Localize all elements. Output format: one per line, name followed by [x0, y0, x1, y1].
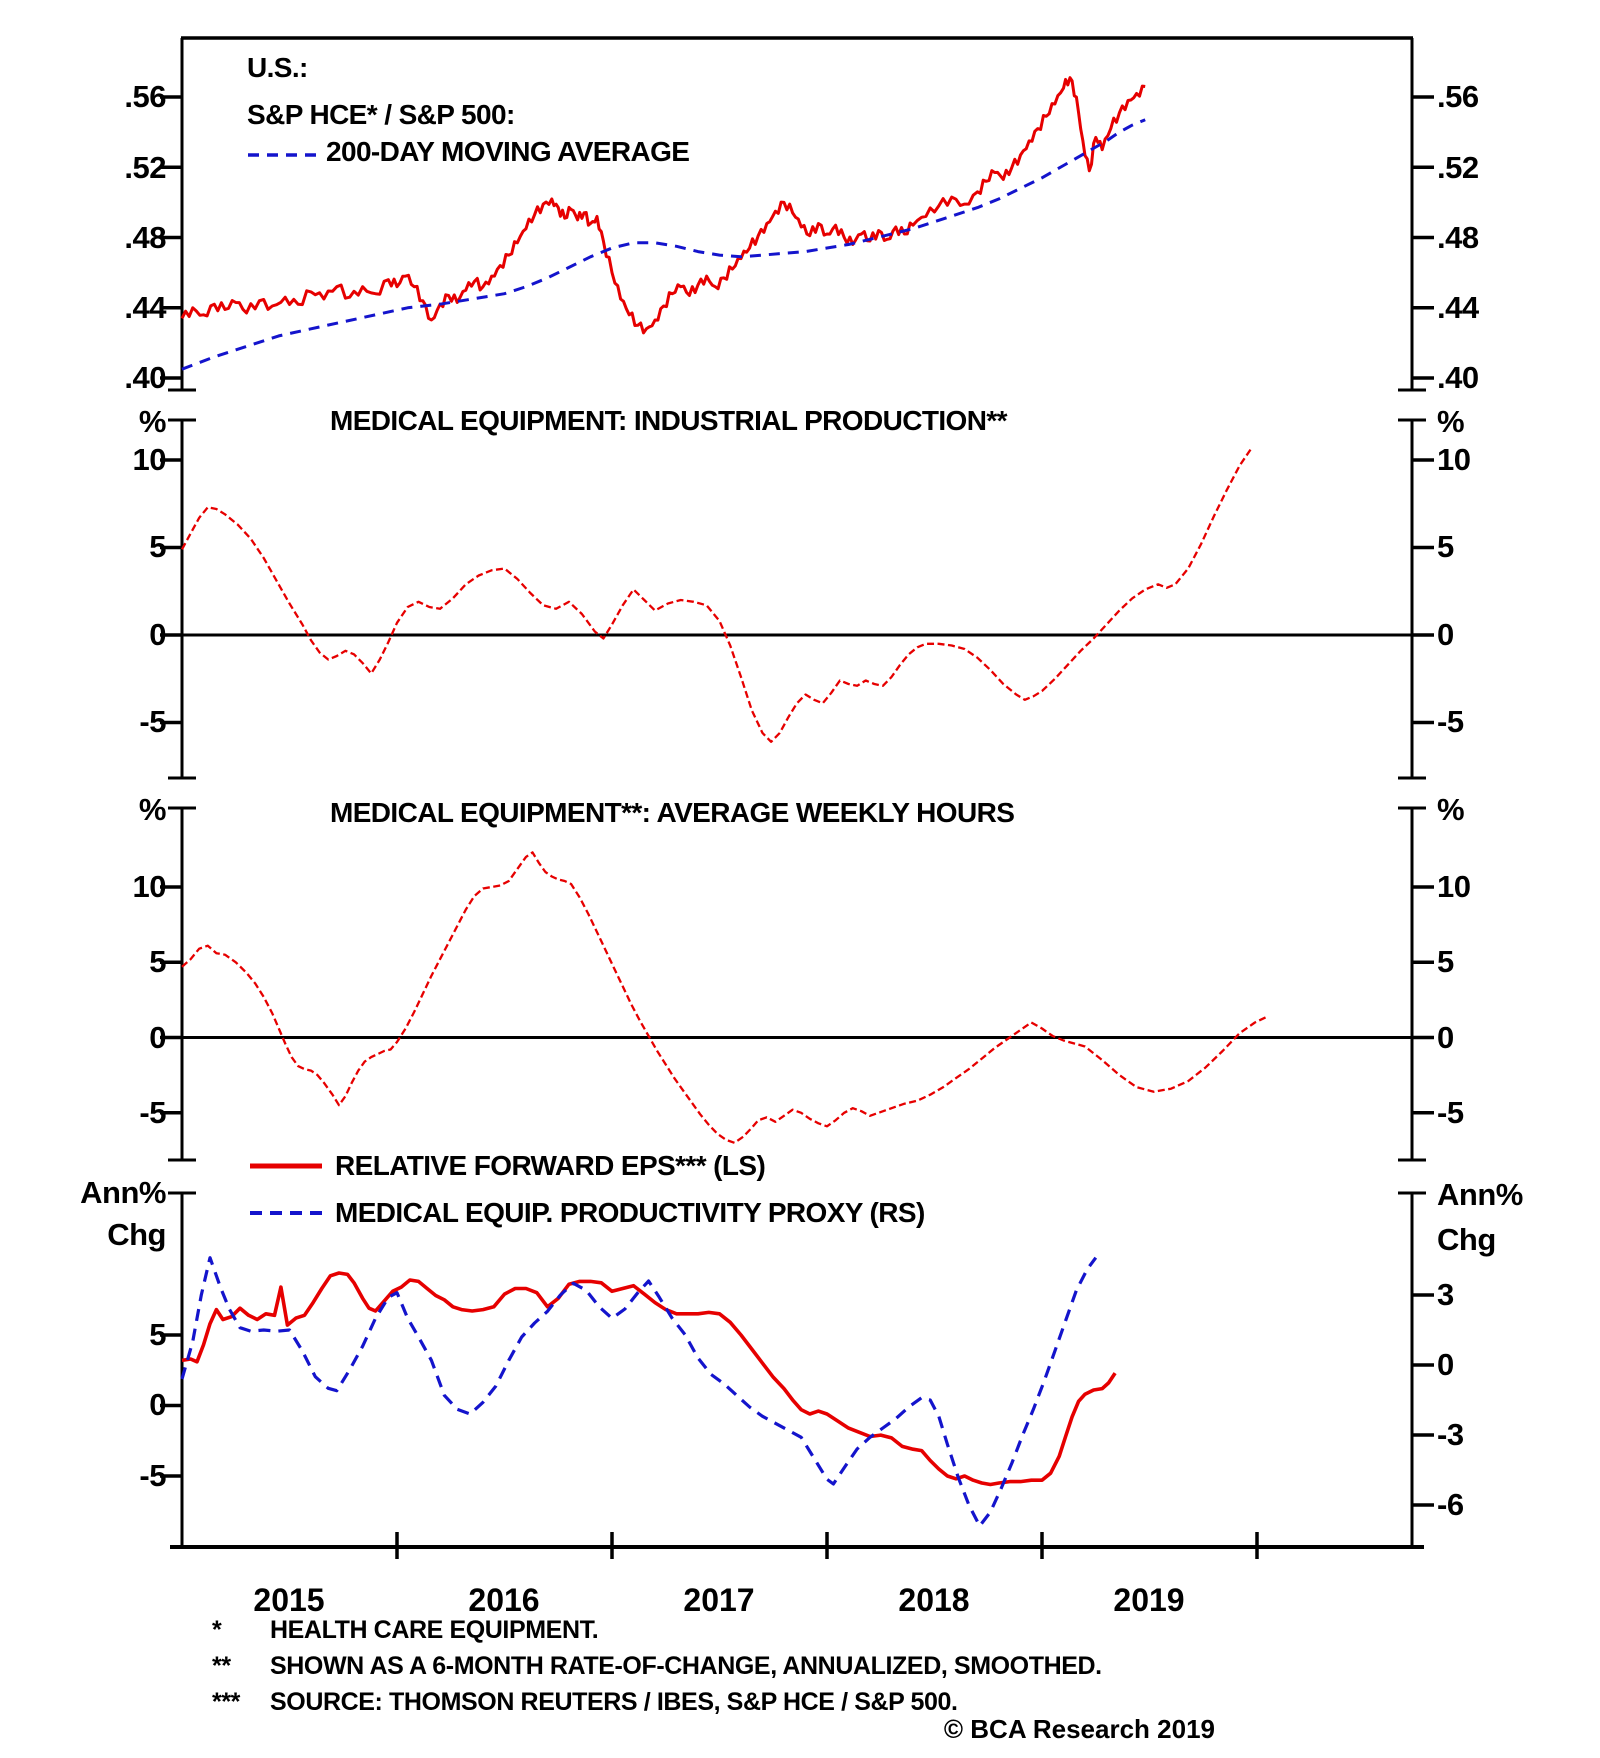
xlabel-2018: 2018 — [898, 1582, 970, 1618]
p1-ytick-right-052: .52 — [1437, 150, 1479, 185]
p1-ytick-right-048: .48 — [1437, 220, 1479, 255]
footnote3-text: SOURCE: THOMSON REUTERS / IBES, S&P HCE / S&P 500. — [270, 1688, 958, 1716]
footnote3-marker: *** — [212, 1688, 240, 1716]
p4-unit-right-line2: Chg — [1437, 1222, 1496, 1257]
p4-ytick-right-0: 0 — [1437, 1347, 1454, 1382]
xlabel-2016: 2016 — [468, 1582, 540, 1618]
p4-unit-left-line2: Chg — [107, 1217, 166, 1252]
p3-ytick-right-m5: -5 — [1437, 1095, 1464, 1130]
p3-ytick-left-10: 10 — [132, 869, 166, 904]
p2-unit-left: % — [138, 404, 166, 439]
p2-ytick-right-10: 10 — [1437, 442, 1471, 477]
p2-ytick-left-10: 10 — [132, 442, 166, 477]
p4-unit-left-line1: Ann% — [80, 1175, 166, 1210]
p4-ytick-left-5: 5 — [149, 1317, 166, 1352]
p4-ytick-left-m5: -5 — [139, 1458, 166, 1493]
p3-unit-left: % — [138, 792, 166, 827]
p1-ytick-left-052: .52 — [124, 150, 166, 185]
p2-ytick-right-m5: -5 — [1437, 704, 1464, 739]
p1-ytick-left-056: .56 — [124, 79, 166, 114]
p3-ytick-right-10: 10 — [1437, 869, 1471, 904]
panel1-title-line3-ma-label: 200-DAY MOVING AVERAGE — [326, 136, 690, 167]
panel3-title: MEDICAL EQUIPMENT**: AVERAGE WEEKLY HOURS — [330, 797, 1015, 828]
p1-ytick-right-044: .44 — [1437, 290, 1479, 325]
p2-ytick-right-5: 5 — [1437, 529, 1454, 564]
p2-ytick-left-m5: -5 — [139, 704, 166, 739]
xlabel-2017: 2017 — [683, 1582, 755, 1618]
footnote1-text: HEALTH CARE EQUIPMENT. — [270, 1616, 599, 1644]
copyright-credit: © BCA Research 2019 — [943, 1714, 1215, 1744]
p2-ytick-left-0: 0 — [149, 617, 166, 652]
footnote2-text: SHOWN AS A 6-MONTH RATE-OF-CHANGE, ANNUALIZED, SMOOTHED. — [270, 1652, 1102, 1680]
panel2-title: MEDICAL EQUIPMENT: INDUSTRIAL PRODUCTION** — [330, 405, 1007, 436]
panel1-title-line1: U.S.: — [247, 52, 308, 83]
p4-ytick-right-m6: -6 — [1437, 1487, 1464, 1522]
p3-ytick-left-m5: -5 — [139, 1095, 166, 1130]
p3-unit-right: % — [1437, 792, 1465, 827]
p1-ytick-right-040: .40 — [1437, 360, 1479, 395]
p4-ytick-left-0: 0 — [149, 1387, 166, 1422]
p3-ytick-left-5: 5 — [149, 944, 166, 979]
p4-unit-right-line1: Ann% — [1437, 1177, 1523, 1212]
xlabel-2015: 2015 — [253, 1582, 325, 1618]
p4-ytick-right-m3: -3 — [1437, 1417, 1464, 1452]
footnote2-marker: ** — [212, 1652, 231, 1680]
p1-ytick-left-044: .44 — [124, 290, 166, 325]
legend-relative-forward-eps: RELATIVE FORWARD EPS*** (LS) — [335, 1150, 766, 1181]
legend-productivity-proxy: MEDICAL EQUIP. PRODUCTIVITY PROXY (RS) — [335, 1197, 925, 1228]
p3-ytick-left-0: 0 — [149, 1020, 166, 1055]
footnote1-marker: * — [212, 1616, 222, 1644]
p1-ytick-right-056: .56 — [1437, 79, 1479, 114]
xlabel-2019: 2019 — [1113, 1582, 1185, 1618]
p1-ytick-left-048: .48 — [124, 220, 166, 255]
p1-ytick-left-040: .40 — [124, 360, 166, 395]
p2-ytick-right-0: 0 — [1437, 617, 1454, 652]
panel1-title-line2: S&P HCE* / S&P 500: — [247, 99, 515, 130]
p3-ytick-right-5: 5 — [1437, 944, 1454, 979]
p3-ytick-right-0: 0 — [1437, 1020, 1454, 1055]
p4-ytick-right-3: 3 — [1437, 1277, 1454, 1312]
p2-unit-right: % — [1437, 404, 1465, 439]
p2-ytick-left-5: 5 — [149, 529, 166, 564]
